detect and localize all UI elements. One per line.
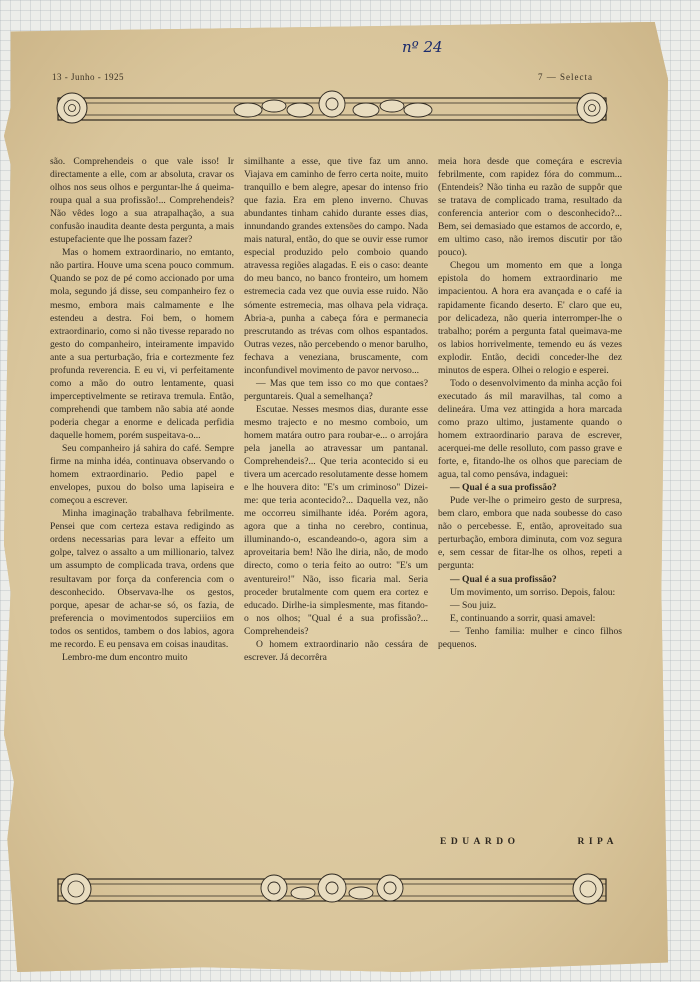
page-label: 7 — Selecta	[538, 72, 593, 82]
dialogue-line: — Qual é a sua profissão?	[450, 482, 557, 494]
paragraph: Todo o desenvolvimento da minha acção foi executado ás mil maravilhas, tal como a delineára. Uma vez attingida a hora marcada como prazo ultimo, justamente quando o homem extraordinario parava de escrever, acerquei-me delle resolluto, com passo grave e forte, e, fitando-lhe os olhos que pareciam de agua, tal como pensáva, indaguei:	[438, 377, 622, 481]
paragraph: Escutae. Nesses mesmos dias, durante esse mesmo trajecto e no mesmo comboio, um homem matára outro para roubar-e... o arrojára pela janella ao atravessar um pantanal. Comprehendeis?... Que teria acontecido si eu tivera um acercado resolutamente desse homem e lhe houvera dito: "E's um criminoso" Dizei-me: que teria acontecido?... Daquella vez, não me occorreu similhante idéa. Porém agora, agora que a tinha no cerebro, continua, illuminando-o, escandeando-o, agora sim a aproveitaria bem! Não lhe diria, não, de modo directo, como o teria feito ao outro: "E's um aventureiro!" Não, isso ficaria mal. Seria proceder brutalmente com quem era cortez e educado. Dirlhe-ia simplesmente, mas fitando-o nos olhos; "Qual é a sua profissão?... Comprehendeis?	[244, 403, 428, 637]
bottom-rose-banner	[48, 871, 616, 907]
dialogue-line: — Qual é a sua profissão?	[450, 573, 557, 585]
paragraph: E, continuando a sorrir, quasi amavel:	[450, 612, 596, 624]
top-rose-banner	[48, 90, 616, 126]
article-column-3	[438, 155, 622, 651]
author-last-name: RIPA	[577, 837, 618, 847]
paragraph: Lembro-me dum encontro muito	[62, 651, 188, 663]
paragraph: — Mas que tem isso co mo que contaes? perguntareis. Qual a semelhança?	[244, 377, 428, 402]
article-column-2	[244, 155, 428, 664]
paragraph: são. Comprehendeis o que vale isso! Ir directamente a elle, com ar absoluta, cravar os olhos nos seus olhos e perguntar-lhe á queima-roupa qual a sua profissão!... Comprehendeis? Não vêdes logo a sua atrapalhação, a sua confusão inaudita deante desta pergunta, a mais estupefaciente que lhe possam fazer?	[50, 156, 234, 246]
author-first-name: EDUARDO	[440, 837, 520, 847]
paragraph: Seu companheiro já sahira do café. Sempre firme na minha idéa, continuava observando o homem extraordinario. Pedio papel e envelopes, puxou do bolso uma lapiseira e começou a escrever.	[50, 443, 234, 507]
dialogue-line: — Sou juiz.	[450, 599, 497, 611]
paragraph: Minha imaginação trabalhava febrilmente. Pensei que com certeza estava redigindo as ordens necessarias para levar a effeito um golpe, talvez o assalto a um millionario, talvez um assumpto de complicada trava, ordens que resultavam por força da conferencia com o desconhecido. Observava-lhe os gestos, porque, apesar de achar-se só, os fazia, de preferencia o movimentodos superciiios em todos os sentidos, tambem o dos labios, agora me recordo. E eu pensava em coisas inauditas.	[50, 508, 234, 650]
paragraph: similhante a esse, que tive faz um anno. Viajava em caminho de ferro certa noite, muito tranquillo e bem alegre, apesar do intenso frio que fazia. Era em pleno inverno. Chuvas abundantes tinham cahido durante esses dias, innundando grandes extensões do campo. Nada mais natural, então, do que se ouvir esse rumor especial produzido pelo comboio quando atravessa regiões alagadas. E eis o caso: deante do meu banco, no banco fronteiro, um homem estremecia cada vez que ouvia esse ruido. Não sómente estremecia, mas olhava pela vidraça. Abria-a, punha a cabeça fóra e permanecia prescrutando as trévas com olhos espantados. Outras vezes, não percebendo o menor barulho, fechava a veneziana, bruscamente, com inconfundivel movimento de pavor nervoso...	[244, 156, 428, 376]
dialogue-line: — Tenho familia: mulher e cinco filhos pequenos.	[438, 625, 622, 650]
author-signature	[440, 837, 618, 847]
handwritten-page-number: nº 24	[402, 38, 443, 56]
paragraph: Um movimento, um sorriso. Depois, falou:	[450, 586, 616, 598]
paragraph: Mas o homem extraordinario, no emtanto, não partira. Houve uma scena pouco commum. Quando se poz de pé como accionado por uma mola, segundo já disse, seu companheiro fez o mesmo, embora mais calmamente e lhe estendeu a destra. Foi bem, o homem extraordinario, como si não tivesse reparado no gesto do companheiro, inteiramente impavido ante a sua perturbação, fria e cortezmente fez profunda reverencia. E eu vi, vi perfeitamente como a mão do outro lentamente, quasi imperceptivelmente se retirava tremula. Então, comprehendi que tambem não sabia até aonde poderia chegar a enorme e delicada perfidia daquelle homem, porém suspeitava-o...	[50, 247, 234, 441]
paragraph: Pude ver-lhe o primeiro gesto de surpresa, bem claro, embora que nada soubesse do caso não o percebesse. E, então, aproveitado sua perturbação, embora diminuta, com voz segura e, sem cessar de fitar-lhe os olhos, repeti a pergunta:	[438, 495, 622, 572]
paragraph: meia hora desde que começára e escrevia febrilmente, com rapidez fóra do commum... (Entendeis? Não tinha eu razão de suppôr que se tratava de complicado trama, resultado da conferencia anterior com o desconhecido?... Bem, sei demasiado que estamos de accordo, e, em ultimo caso, não iremos discutir por tão pouco).	[438, 156, 622, 259]
article-column-1	[50, 155, 234, 664]
issue-date: 13 - Junho - 1925	[52, 72, 124, 82]
paragraph: Chegou um momento em que a longa epistola do homem extraordinario me impacientou. A hora era avançada e o café ia rapidamente ficando deserto. E' claro que eu, por delicadeza, não queria interromper-lhe o trabalho; porém a pergunta fatal queimava-me os labios horrivelmente, temendo eu ás vezes explodir. Então, decidi conceder-lhe dez minutos de espera. Olhei o relogio e esperei.	[438, 260, 622, 376]
paragraph: O homem extraordinario não cessára de escrever. Já decorrêra	[244, 638, 428, 663]
